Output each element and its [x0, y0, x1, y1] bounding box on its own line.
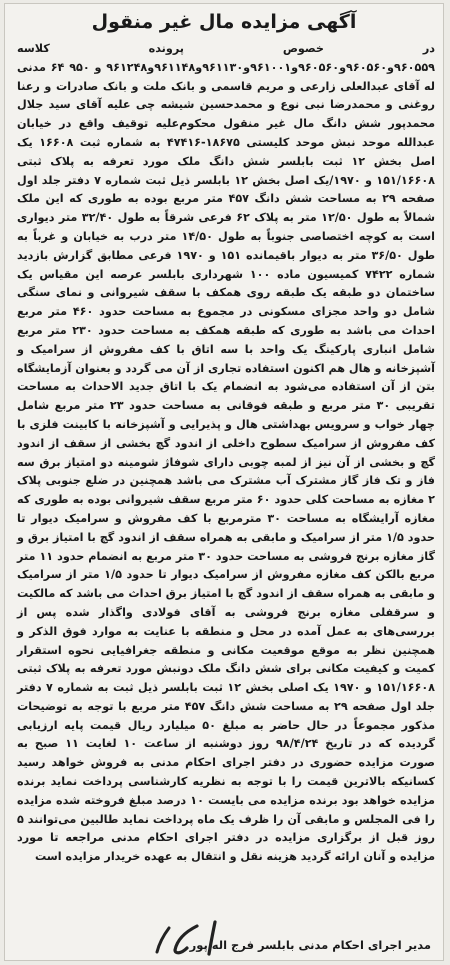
notice-signature: مدیر اجرای احکام مدنی بابلسر فرج اله پور	[189, 938, 431, 952]
handwritten-mark	[145, 918, 235, 958]
notice-footer	[5, 924, 443, 954]
notice-title: آگهی مزایده مال غیر منقول	[91, 11, 357, 33]
notice-body: در خصوص پرونده کلاسه ۹۶۰۵۵۹و۹۶۰۵۶۰و۹۶۰۵۶۰و۹۶۱۰۰۱و۹۶۱۱۳۰و۹۶۱۱۴۸و۹۶۱۲۴۸ و ۹۵۰ ۶۴ مدنی له آقای عبدالعلی زارعی و مریم قاسمی و بانک ملت و بانک صادرات و رعنا روغنی و محمدرضا نبی نوع و محمدحسین شیشه چی علیه آقای سید جلال محمدپور شش دانگ مال غیر منقول محکوم‌علیه توقیف واقع در خیابان عبدالله موحد نبش موحد کلیستی ۱۸۶۷۵-۴۷۴۱۶ به شماره ثبت ۱۶۶۰۸ یک اصل بخش ۱۲ ثبت بابلسر شش دانگ ملک مورد تعرفه به پلاک ثبتی ۱۵۱/۱۶۶۰۸ و ۱۹۷۰/یک اصل بخش ۱۲ بابلسر ذیل ثبت شماره ۷ دفتر جلد اول صفحه ۲۹ به مساحت شش دانگ ۴۵۷ متر مربع بوده به طوری که این ملک شمالاً به طول ۱۲/۵۰ متر به پلاک ۶۲ فرعی شرقاً به طول ۳۲/۴۰ متر دیواری است به کوچه اختصاصی جنوباً به طول ۱۴/۵۰ متر درب به خیابان و غرباً به طول ۳۶/۵۰ متر به دیوار باقیمانده ۱۵۱ و ۱۹۷۰ فرعی مطابق گزارش بازدید شماره ۷۴۲۲ کمیسیون ماده ۱۰۰ شهرداری بابلسر عرصه این مقیاس یک ساختمان دو طبقه یک طبقه روی همکف با سقف شیروانی و نمای سنگی شامل دو واحد مجزای مسکونی در مجموع به مساحت حدود ۴۶۰ متر مربع احداث می باشد به طوری که طبقه همکف به مساحت حدود ۲۳۰ متر مربع شامل انباری پارکینگ یک واحد با سه اتاق با کف مفروش از سرامیک و آشپزخانه و هال هم اکنون استفاده تجاری از آن می گردد و بعنوان آزمایشگاه بتن از آن استفاده می‌شود به انضمام یک با اتاق جدید الاحداث به مساحت تقریبی ۳۰ متر مربع و طبقه فوقانی به مساحت حدود ۲۳ متر مربع شامل چهار خواب و سرویس بهداشتی هال و پذیرایی و آشپزخانه با کابینت فلزی با کف مفروش از سرامیک سطوح داخلی از اندود گچ بخشی از سقف از اندود گچ و بخشی از آن نیز از لمبه چوبی دارای شوفاژ شومینه دو امتیاز برق سه فاز و تک فاز گاز مشترک آب مشترک می باشد همچنین در ضلع جنوبی پلاک ۲ مغازه به مساحت کلی حدود ۶۰ متر مربع سقف شیروانی بوده به طوری که مغازه آرایشگاه به مساحت ۳۰ مترمربع با کف مفروش و سرامیک دیوار تا حدود ۱/۵ متر از سرامیک و مابقی به همراه سقف از اندود گچ با امتیاز برق و گاز مغازه برنج فروشی به مساحت حدود ۳۰ متر مربع به انضمام حدود ۱۱ متر مربع بالکن کف مغازه مفروش از سرامیک دیوار تا حدود ۱/۵ متر از سرامیک و مابقی به همراه سقف از اندود گچ با امتیاز برق احداث می باشد که مالکیت و سرقفلی مغازه برنج فروشی به آقای فولادی واگذار شده پس از بررسی‌های به عمل آمده در محل و منطقه با عنایت به موارد فوق الذکر و همچنین نظر به موقع موقعیت مکانی و منطقه جغرافیایی نحوه استقرار کمیت و کیفیت مکانی برای شش دانگ ملک دونبش مورد تعرفه به پلاک ثبتی ۱۵۱/۱۶۶۰۸ و ۱۹۷۰ یک اصلی بخش ۱۲ ثبت بابلسر ذیل ثبت به شماره ۷ دفتر جلد اول صفحه ۲۹ به مساحت شش دانگ ۴۵۷ متر مربع با توجه به توضیحات مذکور مجموعاً در حال حاضر به مبلغ ۵۰ میلیارد ریال قیمت پایه ارزیابی گردیده که در تاریخ ۹۸/۴/۲۴ روز دوشنبه از ساعت ۱۰ لغایت ۱۱ صبح به صورت مزایده حضوری در دفتر اجرای احکام مدنی به فروش خواهد رسید کسانیکه بالاترین قیمت را با توجه به نظریه کارشناسی پرداخت نماید برنده مزایده خواهد بود برنده مزایده می بایست ۱۰ درصد مبلغ فروخته شده مزایده را فی المجلس و مابقی آن را ظرف یک ماه پرداخت نماید طالبین می‌توانند ۵ روز قبل از برگزاری مزایده در دفتر اجرای احکام مدنی مراجعه تا مورد مزایده و آنان ارائه گردید هزینه نقل و انتقال به عهده خریدار مزایده است	[17, 42, 436, 864]
notice-clipping	[4, 3, 444, 961]
